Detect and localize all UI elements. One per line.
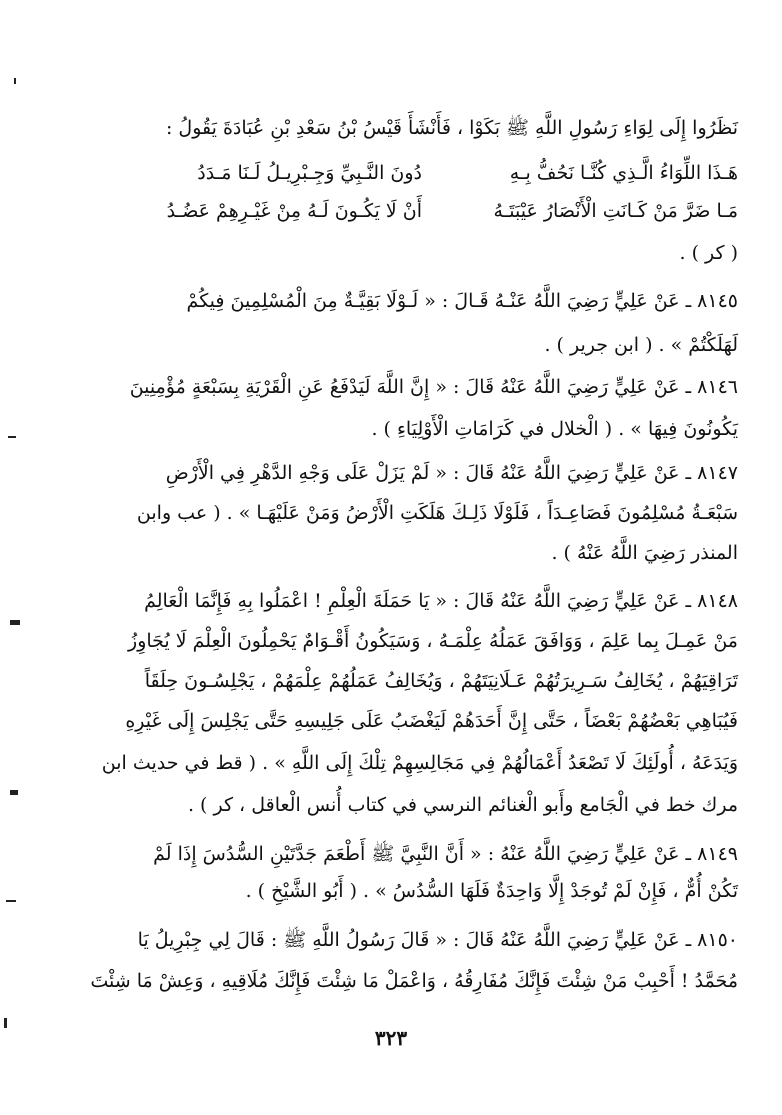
scan-mark [14, 78, 16, 84]
hadith-8145-line-1: ٨١٤٥ ـ عَنْ عَلِيٍّ رَضِيَ اللَّهُ عَنْـهُ قَـالَ : « لَـوْلَا بَقِيَّـةٌ مِنَ الْمُسْلِمِينَ فِيكُمْ [186, 290, 738, 312]
hadith-8146-line-2: يَكُونُونَ فِيهَا » . ( الْخلال في كَرَامَاتِ الْأَوْلِيَاءِ ) . [371, 418, 738, 440]
hadith-8146-line-1: ٨١٤٦ ـ عَنْ عَلِيٍّ رَضِيَ اللَّهُ عَنْهُ قَالَ : « إِنَّ اللَّهَ لَيَدْفَعُ عَنِ الْقَرْيَةِ بِسَبْعَةٍ مُؤْمِنِينَ [129, 376, 738, 398]
hadith-8150-line-2: مُحَمَّدُ ! أَحْبِبْ مَنْ شِئْتَ فَإِنَّكَ مُفَارِقُهُ ، وَاعْمَلْ مَا شِئْتَ فَإِنَّكَ مُلَاقِيهِ ، وَعِشْ مَا شِئْتَ [90, 970, 738, 992]
hadith-8148-line-2: مَنْ عَمِـلَ بِما عَلِمَ ، وَوَافَقَ عَمَلُهُ عِلْمَـهُ ، وَسَيَكُونُ أَقْـوَامٌ يَحْمِلُونَ الْعِلْمَ لَا يُجَاوِزُ [128, 630, 738, 652]
poem-verse-1-first-hemistich: هَـذَا اللِّوَاءُ الَّـذِي كُنَّـا نَحُفُّ بِـهِ [509, 162, 738, 184]
scan-mark [10, 620, 20, 625]
hadith-8150-line-1: ٨١٥٠ ـ عَنْ عَلِيٍّ رَضِيَ اللَّهُ عَنْهُ قَالَ : « قَالَ رَسُولُ اللَّهِ ﷺ : قَالَ لِي جِبْرِيلُ يَا [137, 929, 738, 951]
poem-source: ( كر ) . [679, 242, 738, 264]
hadith-8145-line-2: لَهَلَكْتُمْ » . ( ابن جرير ) . [544, 334, 738, 356]
poem-verse-2-second-hemistich: أَنْ لَا يَكُـونَ لَـهُ مِنْ غَيْـرِهِمْ عَضُـدُ [166, 200, 422, 222]
hadith-8147-line-1: ٨١٤٧ ـ عَنْ عَلِيٍّ رَضِيَ اللَّهُ عَنْهُ قَالَ : « لَمْ يَزَلْ عَلَى وَجْهِ الدَّهْرِ فِي الْأَرْضِ [165, 462, 738, 484]
hadith-8147-line-2: سَبْعَـةُ مُسْلِمُونَ فَصَاعِـدَاً ، فَلَوْلَا ذَلِـكَ هَلَكَتِ الْأَرْضُ وَمَنْ عَلَيْهَـا » . ( عب وابن [136, 502, 738, 524]
scan-mark [6, 900, 16, 902]
hadith-8148-line-5: وَيَدَعَهُ ، أُولَئِكَ لَا تَصْعَدُ أَعْمَالُهُمْ فِي مَجَالِسِهِمْ تِلْكَ إِلَى اللَّهِ » . ( قط في حديث ابن [101, 752, 738, 774]
scan-mark [8, 436, 16, 438]
intro-line: نَظَرُوا إِلَى لِوَاءِ رَسُولِ اللَّهِ ﷺ بَكَوْا ، فَأَنْشَأَ قَيْسُ بْنُ سَعْدِ بْنِ عُبَادَةَ يَقُولُ : [165, 117, 738, 139]
hadith-8148-line-3: تَرَاقِيَهُمْ ، يُخَالِفُ سَـرِيرَتُهُمْ عَـلَانِيَتَهُمْ ، وَيُخَالِفُ عَمَلُهُمْ عِلْمَهُمْ ، يَجْلِسُـونَ حِلَقَاً [144, 670, 738, 692]
hadith-8149-line-1: ٨١٤٩ ـ عَنْ عَلِيٍّ رَضِيَ اللَّهُ عَنْهُ : « أَنَّ النَّبِيَّ ﷺ أَطْعَمَ جَدَّتَيْنِ السُّدُسَ إِذَا لَمْ [153, 843, 738, 865]
poem-verse-2-first-hemistich: مَـا ضَرَّ مَنْ كَـانَتِ الْأَنْصَارُ عَيْبَتَـهُ [493, 200, 738, 222]
hadith-8148-line-1: ٨١٤٨ ـ عَنْ عَلِيٍّ رَضِيَ اللَّهُ عَنْهُ قَالَ : « يَا حَمَلَةَ الْعِلْمِ ! اعْمَلُوا بِهِ فَإِنَّمَا الْعَالِمُ [144, 590, 738, 612]
page-number: ٣٢٣ [374, 1026, 408, 1050]
poem-verse-1-second-hemistich: دُونَ النَّـبِيِّ وَجِـبْرِيـلُ لَـنَا مَـدَدُ [197, 162, 422, 184]
hadith-8149-line-2: تَكُنْ أُمٌّ ، فَإِنْ لَمْ تُوجَدْ إِلَّا وَاحِدَةٌ فَلَهَا السُّدُسُ » . ( أَبُو الشَّيْخِ ) . [245, 880, 738, 902]
hadith-8148-line-6: مرك خط في الْجَامع وأَبو الْغنائم النرسي في كتاب أُنس الْعاقل ، كر ) . [187, 794, 738, 816]
hadith-8148-line-4: فَيُبَاهِي بَعْضُهُمْ بَعْضَاً ، حَتَّى إِنَّ أَحَدَهُمْ لَيَغْضَبُ عَلَى جَلِيسِهِ حَتَّى يَجْلِسَ إِلَى غَيْرِهِ [125, 710, 738, 732]
scan-mark [10, 790, 18, 795]
hadith-8147-line-3: المنذر رَضِيَ اللَّهُ عَنْهُ ) . [551, 542, 738, 564]
